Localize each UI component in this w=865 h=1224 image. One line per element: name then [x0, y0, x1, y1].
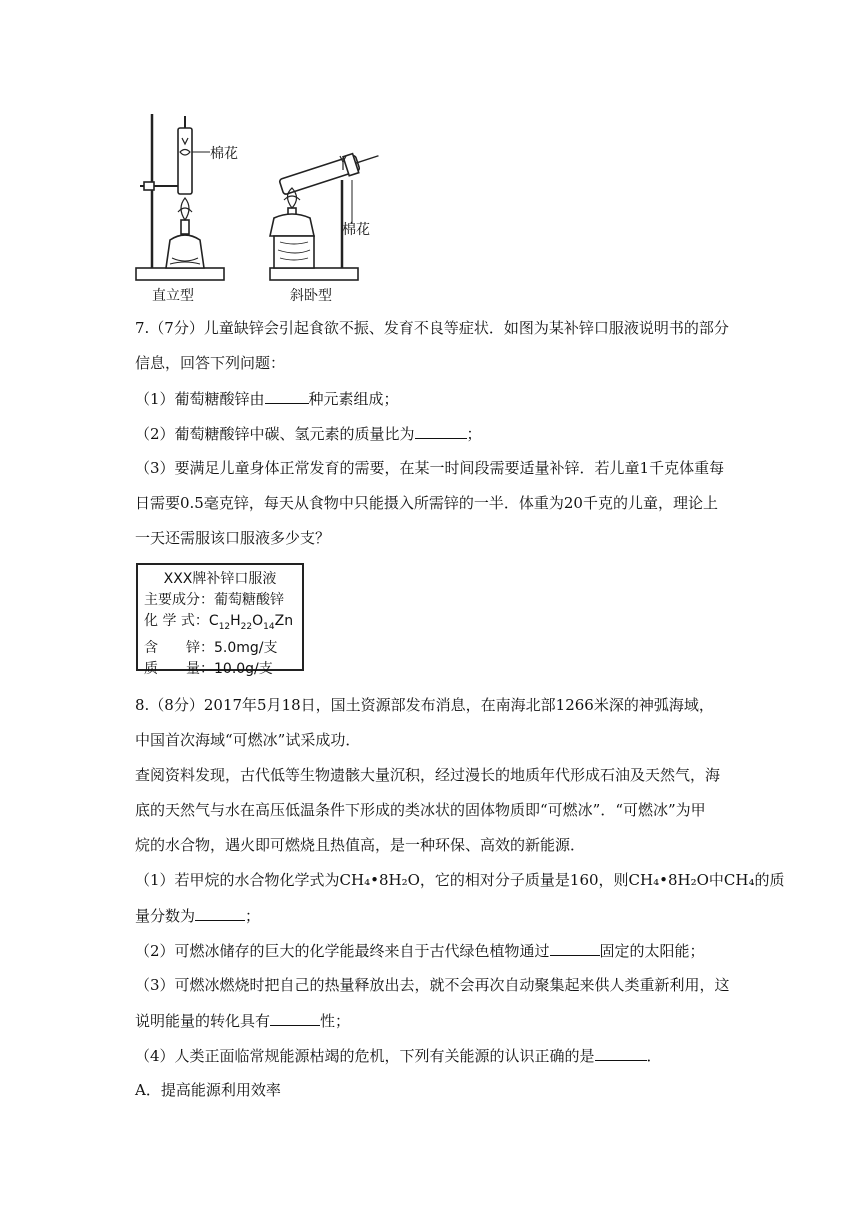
q7-p2-blank[interactable] [415, 423, 467, 439]
q8-line-3: 查阅资料发现，古代低等生物遗骸大量沉积，经过漫长的地质年代形成石油及天然气，海 [135, 766, 721, 784]
q7-part-2 [135, 423, 482, 444]
label-formula-prefix: 化 学 式： [144, 613, 209, 629]
q7-part-3-line-3: 一天还需服该口服液多少支？ [135, 529, 331, 547]
formula-c-count: 12 [218, 621, 231, 632]
formula-zn: Zn [274, 613, 294, 629]
stand-base-right [270, 268, 358, 280]
q7-p2-text-after: ； [466, 425, 482, 443]
q8-p1-text: 量分数为 [135, 907, 196, 925]
q8-p4-blank[interactable] [595, 1045, 647, 1061]
formula-h-count: 22 [240, 621, 253, 632]
q7-part-3-line-2: 日需要0.5毫克锌，每天从食物中只能摄入所需锌的一半．体重为20千克的儿童，理论上 [135, 494, 718, 512]
q8-line-5: 烷的水合物，遇火即可燃烧且热值高，是一种环保、高效的新能源． [135, 836, 586, 854]
caption-slanted: 斜卧型 [290, 288, 332, 304]
product-label-box [136, 563, 304, 677]
q8-p2-text: （2）可燃冰储存的巨大的化学能最终来自于古代绿色植物通过 [135, 942, 550, 960]
q7-p1-text-after: 种元素组成； [308, 390, 399, 408]
q7-line-1: 7.（7分）儿童缺锌会引起食欲不振、发育不良等症状．如图为某补锌口服液说明书的部分 [135, 319, 729, 337]
q7-part-3-line-1: （3）要满足儿童身体正常发育的需要，在某一时间段需要适量补锌．若儿童1千克体重每 [135, 459, 725, 477]
q8-p3-blank[interactable] [270, 1010, 320, 1026]
q8-part-1-line-1: （1）若甲烷的水合物化学式为CH₄•8H₂O，它的相对分子质量是160，则CH₄•8H₂O中CH₄的质 [135, 871, 785, 889]
q8-option-a: A．提高能源利用效率 [135, 1081, 281, 1099]
caption-upright: 直立型 [152, 288, 194, 304]
q8-part-2 [135, 940, 705, 961]
q7-part-1 [135, 388, 399, 409]
q8-part-3-line-1: （3）可燃冰燃烧时把自己的热量释放出去，就不会再次自动聚集起来供人类重新利用，这 [135, 976, 730, 994]
label-mass: 质 量：10.0g/支 [144, 660, 273, 677]
q8-part-4 [135, 1045, 662, 1066]
q8-p4-text-after: ． [646, 1047, 662, 1065]
formula-h: H [230, 613, 241, 629]
q7-line-2: 信息，回答下列问题： [135, 354, 286, 372]
test-tube-upright [178, 128, 192, 194]
stand-base-left [136, 268, 224, 280]
q8-p1-text-after: ； [245, 907, 261, 925]
cotton-label-right: 棉花 [342, 222, 370, 238]
label-ingredient: 主要成分：葡萄糖酸锌 [144, 592, 284, 608]
label-title: XXX牌补锌口服液 [163, 571, 277, 587]
wood-block [274, 236, 314, 268]
apparatus-figure [130, 108, 400, 306]
q8-p1-blank[interactable] [195, 905, 245, 921]
cotton-label-left: 棉花 [210, 146, 238, 162]
q8-p4-text: （4）人类正面临常规能源枯竭的危机，下列有关能源的认识正确的是 [135, 1047, 595, 1065]
q8-part-1-line-2 [135, 905, 260, 926]
formula-c: C [208, 613, 219, 629]
formula-o-count: 14 [263, 621, 275, 632]
q8-line-4: 底的天然气与水在高压低温条件下形成的类冰状的固体物质即“可燃冰”．“可燃冰”为甲 [135, 801, 706, 819]
label-zinc: 含 锌：5.0mg/支 [144, 639, 278, 656]
q8-line-2: 中国首次海域“可燃冰”试采成功． [135, 731, 361, 749]
label-formula [144, 611, 296, 638]
q8-part-3-line-2 [135, 1010, 350, 1031]
q8-p3-text-after: 性； [320, 1012, 351, 1030]
formula-o: O [252, 613, 264, 629]
q7-p1-blank[interactable] [265, 388, 309, 404]
q7-p1-text: （1）葡萄糖酸锌由 [135, 390, 265, 408]
q8-line-1: 8.（8分）2017年5月18日，国土资源部发布消息，在南海北部1266米深的神弧海域， [135, 696, 714, 714]
q8-p3-text: 说明能量的转化具有 [135, 1012, 271, 1030]
q8-p2-blank[interactable] [550, 940, 600, 956]
q8-p2-text-after: 固定的太阳能； [599, 942, 705, 960]
q7-p2-text: （2）葡萄糖酸锌中碳、氢元素的质量比为 [135, 425, 415, 443]
